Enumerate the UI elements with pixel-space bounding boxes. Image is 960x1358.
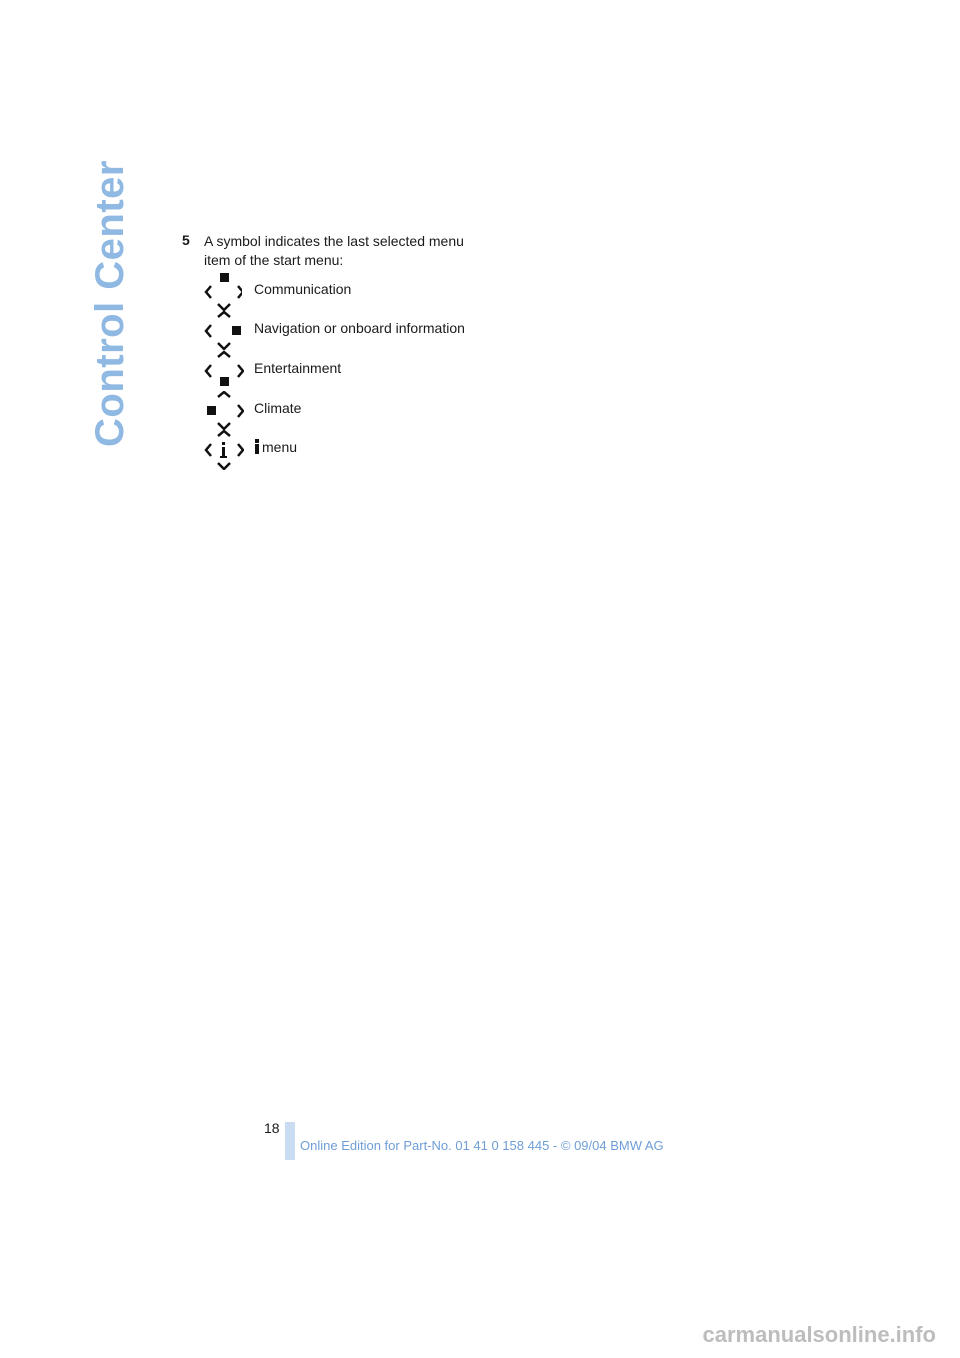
symbol-label: Navigation or onboard information [254,320,465,336]
symbol-label-text: menu [262,439,298,455]
info-icon [254,439,260,454]
section-title: Control Center [88,160,132,447]
symbol-row-info-menu [202,430,522,470]
symbol-row-climate [202,391,522,431]
controller-right-filled-icon [202,311,244,351]
footer-accent-bar [285,1122,295,1160]
watermark: carmanualsonline.info [702,1322,936,1347]
controller-up-filled-icon [202,272,242,312]
controller-down-filled-icon [202,351,244,391]
symbol-label [254,439,297,455]
symbol-row-entertainment [202,351,522,391]
controller-info-icon [202,430,244,470]
symbol-row-communication [202,272,522,312]
symbol-label: Climate [254,400,302,416]
symbol-label: Communication [254,281,352,297]
controller-left-filled-icon [202,391,244,431]
item-number: 5 [182,232,190,248]
footer-edition-text: Online Edition for Part-No. 01 41 0 158 445 - © 09/04 BMW AG [300,1138,664,1153]
page-number: 18 [264,1120,280,1136]
symbol-label: Entertainment [254,360,342,376]
item-text: A symbol indicates the last selected menu item of the start menu: [204,233,464,268]
symbol-row-navigation [202,311,522,351]
